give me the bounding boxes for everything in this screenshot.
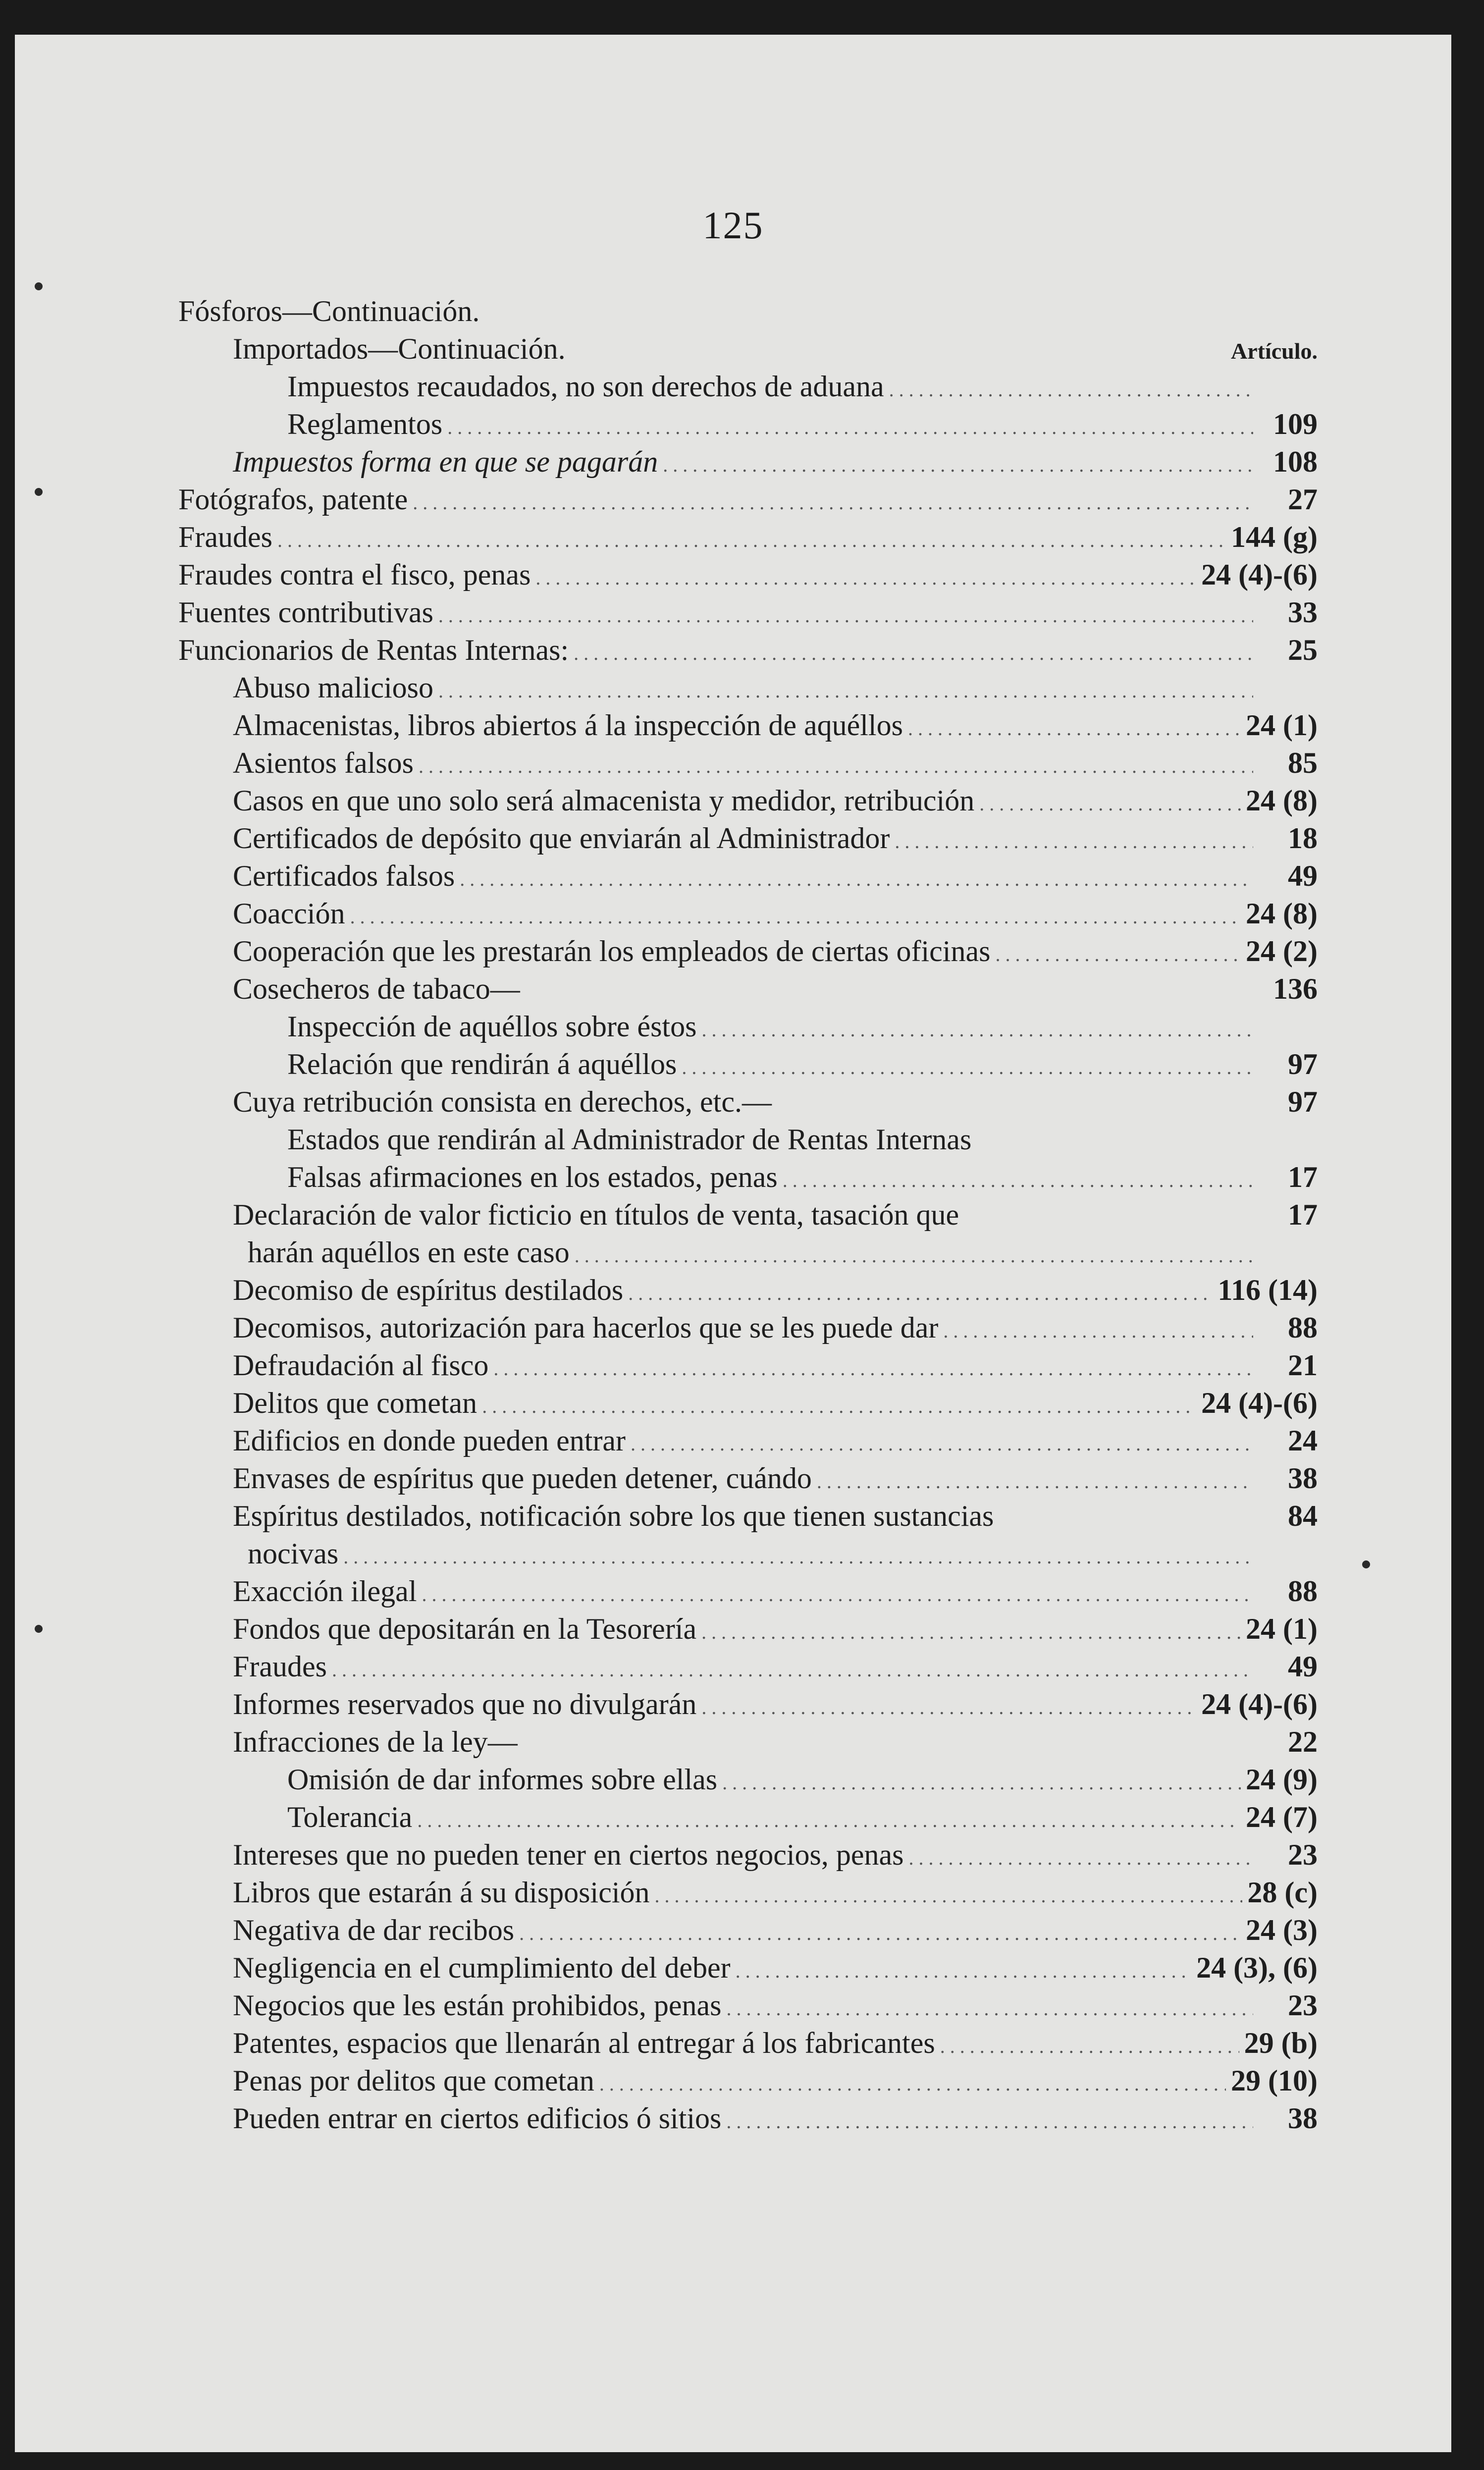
leader-dots	[701, 1610, 1241, 1651]
index-entry	[178, 819, 1318, 857]
index-entry	[178, 1798, 1318, 1836]
entry-text: Coacción	[233, 897, 345, 930]
entry-text: Exacción ilegal	[233, 1575, 417, 1608]
article-ref: 88	[1288, 1575, 1318, 1608]
entry-text: Cosecheros de tabaco—	[233, 972, 520, 1005]
article-ref: 49	[1288, 1650, 1318, 1683]
index-entry	[178, 330, 1318, 368]
leader-dots	[895, 819, 1253, 860]
article-ref: 136	[1273, 972, 1318, 1005]
entry-text: Informes reservados que no divulgarán	[233, 1688, 697, 1720]
article-ref: 22	[1288, 1725, 1318, 1758]
leader-dots	[783, 1158, 1253, 1199]
index-entry	[178, 1874, 1318, 1911]
entry-text: Certificados de depósito que enviarán al Administrador	[233, 822, 890, 855]
entry-text: Infracciones de la ley—	[233, 1725, 518, 1758]
article-ref: 29 (b)	[1244, 2027, 1318, 2059]
index-entry	[178, 1008, 1318, 1045]
leader-dots	[682, 1045, 1253, 1086]
article-ref: 24 (1)	[1246, 709, 1318, 742]
index-entry	[178, 932, 1318, 970]
entry-text: Fotógrafos, patente	[178, 483, 408, 516]
entry-text: Delitos que cometan	[233, 1387, 477, 1419]
leader-dots	[493, 1346, 1253, 1388]
index-entry	[178, 292, 1318, 330]
leader-dots	[628, 1271, 1213, 1312]
page-number: 125	[702, 204, 764, 247]
index-entry	[178, 1346, 1318, 1384]
index-entry	[178, 1196, 1318, 1234]
entry-text: Decomisos, autorización para hacerlos que se les puede dar	[233, 1311, 939, 1344]
article-ref: 23	[1288, 1838, 1318, 1871]
article-ref: 29 (10)	[1231, 2064, 1318, 2097]
article-ref: 108	[1273, 445, 1318, 478]
article-ref: 25	[1288, 634, 1318, 666]
article-ref: 23	[1288, 1989, 1318, 2022]
article-ref: 24 (4)-(6)	[1201, 1688, 1318, 1720]
entry-text: Inspección de aquéllos sobre éstos	[287, 1010, 697, 1043]
entry-text: Cooperación que les prestarán los empleados de ciertas oficinas	[233, 935, 991, 967]
index-entry	[178, 631, 1318, 669]
article-ref: 21	[1288, 1349, 1318, 1382]
index-entry	[178, 1572, 1318, 1610]
article-ref: 97	[1288, 1085, 1318, 1118]
leader-dots	[889, 368, 1253, 409]
entry-text: Certificados falsos	[233, 859, 455, 892]
index-entry	[178, 481, 1318, 518]
leader-dots	[422, 1572, 1253, 1613]
article-ref: 49	[1288, 859, 1318, 892]
entry-text: Declaración de valor ficticio en títulos de venta, tasación que	[233, 1198, 959, 1231]
index-entry	[178, 1158, 1318, 1196]
index-entry	[178, 1535, 1318, 1572]
index-entry	[178, 1949, 1318, 1987]
leader-dots	[701, 1008, 1253, 1049]
leader-dots	[736, 1949, 1191, 1990]
article-ref: 144 (g)	[1231, 521, 1318, 553]
leader-dots	[413, 481, 1253, 522]
book-page	[15, 35, 1451, 2452]
article-ref: 85	[1288, 747, 1318, 779]
article-ref: 33	[1288, 596, 1318, 629]
article-ref: 24 (4)-(6)	[1201, 558, 1318, 591]
leader-dots	[995, 932, 1241, 973]
entry-text: Fondos que depositarán en la Tesorería	[233, 1612, 697, 1645]
entry-text: Envases de espíritus que pueden detener, cuándo	[233, 1462, 812, 1495]
entry-text: Decomiso de espíritus destilados	[233, 1274, 624, 1306]
entry-text: Fraudes	[233, 1650, 327, 1683]
leader-dots	[343, 1535, 1253, 1576]
article-ref: 97	[1288, 1048, 1318, 1080]
index-entry	[178, 1610, 1318, 1648]
index-entry	[178, 443, 1318, 481]
entry-text: Funcionarios de Rentas Internas:	[178, 634, 569, 666]
index-entry	[178, 2062, 1318, 2099]
entry-text: Pueden entrar en ciertos edificios ó sitios	[233, 2102, 722, 2135]
leader-dots	[482, 1384, 1196, 1425]
entry-text: Fósforos—Continuación.	[178, 295, 480, 327]
entry-text: Espíritus destilados, notificación sobre los que tienen sustancias	[233, 1500, 994, 1532]
entry-text: Tolerancia	[287, 1801, 413, 1833]
index-entry	[178, 1911, 1318, 1949]
index-entry	[178, 368, 1318, 405]
leader-dots	[332, 1648, 1253, 1689]
article-ref: 24 (2)	[1246, 935, 1318, 967]
entry-text: Defraudación al fisco	[233, 1349, 489, 1382]
article-ref: 24	[1288, 1424, 1318, 1457]
entry-text: Almacenistas, libros abiertos á la inspección de aquéllos	[233, 709, 903, 742]
article-ref: 24 (4)-(6)	[1201, 1387, 1318, 1419]
leader-dots	[438, 669, 1253, 710]
index-entry	[178, 1384, 1318, 1422]
column-header: Artículo.	[1230, 338, 1318, 364]
index-entry	[178, 1723, 1318, 1761]
entry-text: Abuso malicioso	[233, 671, 433, 704]
index-entry	[178, 1271, 1318, 1309]
index-entry	[178, 1459, 1318, 1497]
index-entry	[178, 405, 1318, 443]
leader-dots	[438, 593, 1253, 635]
index-entry	[178, 2024, 1318, 2062]
entry-text: Falsas afirmaciones en los estados, penas	[287, 1161, 778, 1193]
article-ref: 109	[1273, 408, 1318, 440]
index-entry	[178, 1121, 1318, 1158]
article-ref: 17	[1288, 1198, 1318, 1231]
article-ref: 38	[1288, 2102, 1318, 2135]
article-ref: 84	[1288, 1500, 1318, 1532]
entry-text: Reglamentos	[287, 408, 443, 440]
index-entry	[178, 1836, 1318, 1874]
article-ref: 28 (c)	[1247, 1876, 1318, 1909]
index-entry	[178, 706, 1318, 744]
article-ref: 24 (9)	[1246, 1763, 1318, 1796]
index-entry	[178, 1422, 1318, 1459]
index-entry	[178, 669, 1318, 706]
index-entry	[178, 1083, 1318, 1121]
entry-text: nocivas	[248, 1537, 339, 1570]
entry-text: Penas por delitos que cometan	[233, 2064, 594, 2097]
leader-dots	[722, 1761, 1241, 1802]
index-entry	[178, 1648, 1318, 1685]
index-entry	[178, 518, 1318, 556]
article-ref: 24 (8)	[1246, 784, 1318, 817]
entry-text: Edificios en donde pueden entrar	[233, 1424, 626, 1457]
entry-text: Casos en que uno solo será almacenista y medidor, retribución	[233, 784, 975, 817]
leader-dots	[631, 1422, 1253, 1463]
article-ref: 17	[1288, 1161, 1318, 1193]
leader-dots	[535, 556, 1196, 597]
article-ref: 24 (8)	[1246, 897, 1318, 930]
entry-text: Impuestos forma en que se pagarán	[233, 445, 658, 478]
entry-text: Estados que rendirán al Administrador de Rentas Internas	[287, 1123, 972, 1156]
entry-text: Negocios que les están prohibidos, penas	[233, 1989, 722, 2022]
index-entry	[178, 895, 1318, 932]
leader-dots	[943, 1309, 1253, 1350]
entry-text: Fraudes contra el fisco, penas	[178, 558, 531, 591]
margin-mark	[35, 282, 43, 290]
leader-dots	[979, 782, 1241, 823]
entry-text: Omisión de dar informes sobre ellas	[287, 1763, 718, 1796]
leader-dots	[277, 518, 1226, 559]
leader-dots	[655, 1874, 1243, 1915]
index-entry	[178, 970, 1318, 1008]
article-ref: 116 (14)	[1218, 1274, 1318, 1306]
article-ref: 24 (3)	[1246, 1914, 1318, 1946]
leader-dots	[575, 1234, 1253, 1275]
entry-text: Patentes, espacios que llenarán al entregar á los fabricantes	[233, 2027, 935, 2059]
leader-dots	[908, 1836, 1253, 1877]
index-entry	[178, 1234, 1318, 1271]
article-ref: 18	[1288, 822, 1318, 855]
index-entry	[178, 1045, 1318, 1083]
article-ref: 27	[1288, 483, 1318, 516]
leader-dots	[940, 2024, 1239, 2065]
leader-dots	[519, 1911, 1241, 1952]
index-entry	[178, 744, 1318, 782]
entry-text: Libros que estarán á su disposición	[233, 1876, 650, 1909]
leader-dots	[417, 1798, 1241, 1839]
article-ref: 38	[1288, 1462, 1318, 1495]
index-entry	[178, 1309, 1318, 1346]
index-entry	[178, 1987, 1318, 2024]
leader-dots	[663, 443, 1253, 484]
entry-text: Cuya retribución consista en derechos, etc.—	[233, 1085, 772, 1118]
entry-text: Fuentes contributivas	[178, 596, 433, 629]
index-list	[178, 292, 1318, 2137]
entry-text: Negligencia en el cumplimiento del deber	[233, 1951, 731, 1984]
entry-text: Relación que rendirán á aquéllos	[287, 1048, 677, 1080]
entry-text: Importados—Continuación.	[233, 332, 566, 365]
margin-mark	[35, 488, 43, 496]
leader-dots	[726, 1987, 1253, 2028]
leader-dots	[447, 405, 1253, 446]
article-ref: 88	[1288, 1311, 1318, 1344]
leader-dots	[726, 2099, 1253, 2141]
entry-text: Asientos falsos	[233, 747, 414, 779]
index-entry	[178, 593, 1318, 631]
index-entry	[178, 1685, 1318, 1723]
margin-mark	[35, 1625, 43, 1633]
leader-dots	[419, 744, 1253, 785]
entry-text: Negativa de dar recibos	[233, 1914, 515, 1946]
leader-dots	[908, 706, 1241, 748]
index-entry	[178, 1761, 1318, 1798]
index-entry	[178, 782, 1318, 819]
leader-dots	[817, 1459, 1253, 1501]
leader-dots	[599, 2062, 1226, 2103]
leader-dots	[701, 1685, 1196, 1726]
entry-text: Intereses que no pueden tener en ciertos negocios, penas	[233, 1838, 904, 1871]
index-entry	[178, 857, 1318, 895]
leader-dots	[350, 895, 1241, 936]
index-entry	[178, 2099, 1318, 2137]
article-ref: 24 (7)	[1246, 1801, 1318, 1833]
entry-text: harán aquéllos en este caso	[248, 1236, 570, 1269]
article-ref: 24 (1)	[1246, 1612, 1318, 1645]
index-entry	[178, 556, 1318, 593]
margin-mark	[1362, 1560, 1370, 1568]
entry-text: Fraudes	[178, 521, 272, 553]
leader-dots	[574, 631, 1253, 672]
index-entry	[178, 1497, 1318, 1535]
entry-text: Impuestos recaudados, no son derechos de aduana	[287, 370, 884, 403]
leader-dots	[460, 857, 1253, 898]
article-ref: 24 (3), (6)	[1196, 1951, 1318, 1984]
